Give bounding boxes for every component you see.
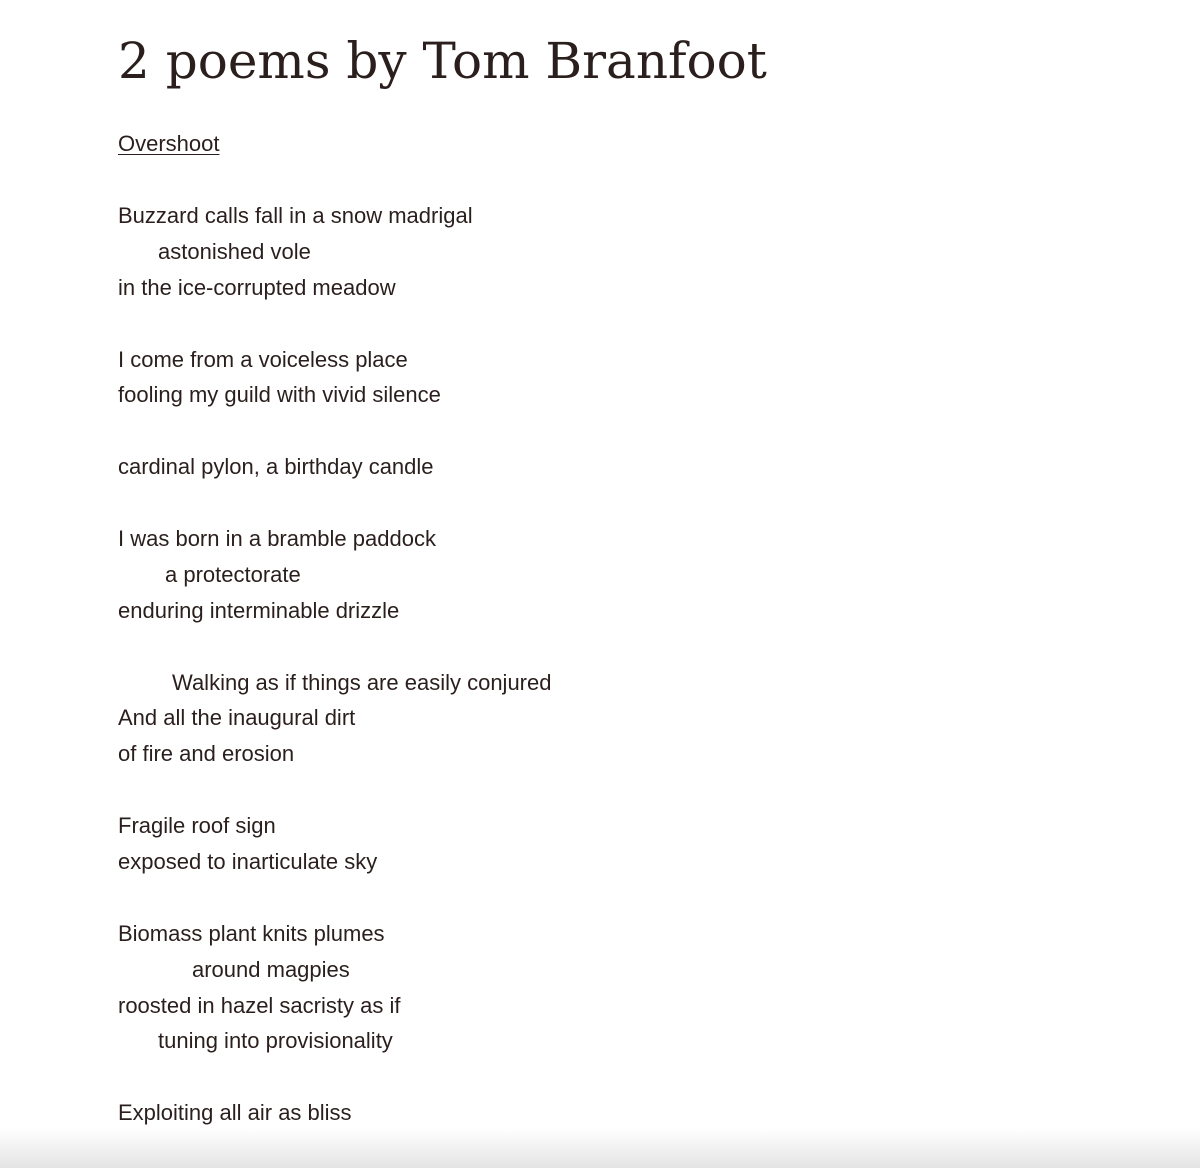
poem-line: tuning into provisionality — [158, 1028, 393, 1054]
poem-stanza — [118, 198, 1018, 306]
poem-line: around magpies — [192, 956, 350, 982]
poem-line: Walking as if things are easily conjured — [172, 669, 552, 695]
poem — [118, 126, 1018, 1131]
poem-line: fooling my guild with vivid silence — [118, 382, 441, 408]
poem-line: exposed to inarticulate sky — [118, 849, 378, 875]
poem-body — [118, 198, 1018, 1131]
poem-line: cardinal pylon, a birthday candle — [118, 454, 434, 480]
poem-stanza — [118, 449, 1018, 485]
poem-stanza — [118, 1095, 1018, 1131]
poem-title: Overshoot — [118, 131, 220, 156]
page-title: 2 poems by Tom Branfoot — [118, 32, 767, 90]
poem-line: in the ice-corrupted meadow — [118, 274, 396, 300]
poem-line: I come from a voiceless place — [118, 346, 408, 372]
poem-line: Fragile roof sign — [118, 813, 276, 839]
poem-stanza — [118, 342, 1018, 414]
poem-line: a protectorate — [165, 561, 301, 587]
poem-line: of fire and erosion — [118, 741, 295, 767]
poem-stanza — [118, 916, 1018, 1060]
poem-line: Biomass plant knits plumes — [118, 920, 385, 946]
poem-line: astonished vole — [158, 238, 311, 264]
poem-line: Buzzard calls fall in a snow madrigal — [118, 203, 473, 228]
poem-stanza — [118, 665, 1018, 773]
poem-stanza — [118, 521, 1018, 629]
poem-line: And all the inaugural dirt — [118, 705, 356, 731]
poem-line: enduring interminable drizzle — [118, 597, 400, 623]
poem-line: I was born in a bramble paddock — [118, 526, 436, 552]
bottom-fade — [0, 1128, 1200, 1168]
poem-stanza — [118, 808, 1018, 880]
poem-line: roosted in hazel sacristy as if — [118, 992, 401, 1018]
poem-line: Exploiting all air as bliss — [118, 1100, 352, 1126]
